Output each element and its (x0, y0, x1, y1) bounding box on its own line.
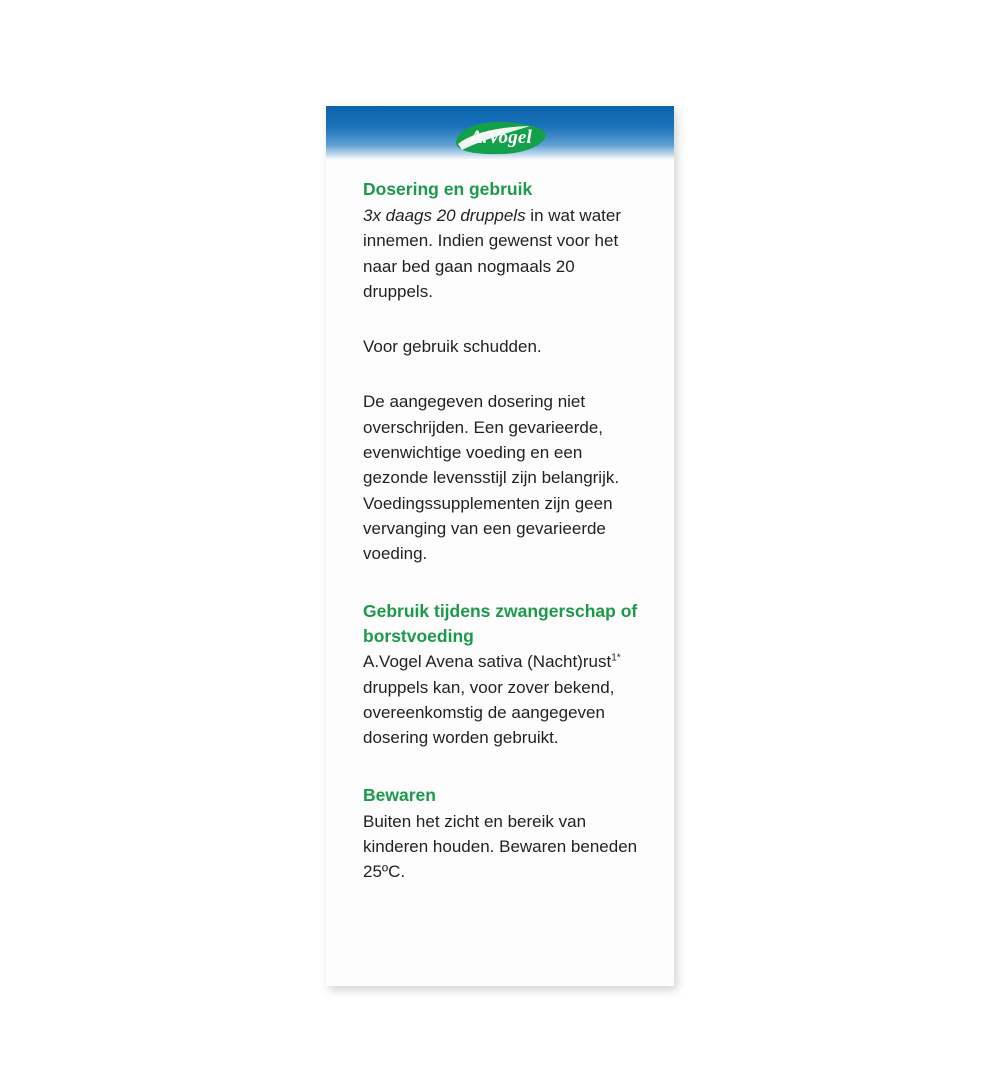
dosage-emphasis: 3x daags 20 druppels (363, 205, 526, 225)
section-heading-bewaren: Bewaren (363, 784, 436, 805)
paragraph-pregnancy (363, 649, 641, 750)
paragraph-dosage-warning: De aangegeven dosering niet overschrijden. Een gevarieerde, evenwichtige voeding en een gezonde levensstijl zijn belangrijk. Voedingssupplementen zijn geen vervanging van een gevarieerde voeding. (363, 392, 620, 564)
dosage-rest: in wat water innemen. Indien gewenst voor het naar bed gaan nogmaals 20 druppels. (363, 205, 621, 301)
spacer (363, 567, 641, 599)
section-heading-zwangerschap: Gebruik tijdens zwangerschap of borstvoeding (363, 600, 638, 646)
section-heading-dosering: Dosering en gebruik (363, 179, 533, 199)
footnote-marker: 1* (611, 652, 621, 664)
pregnancy-pre: A.Vogel Avena sativa (Nacht)rust (363, 652, 612, 672)
logo-wordmark: A.Vogel (469, 127, 533, 148)
package-text-content (363, 177, 641, 885)
paragraph-dosage (363, 203, 641, 304)
product-package-panel (326, 106, 674, 986)
avogel-logo (452, 120, 548, 156)
pregnancy-post: druppels kan, voor zover bekend, overeenkomstig de aangegeven dosering worden gebruikt. (363, 677, 615, 748)
spacer (363, 304, 641, 334)
paragraph-storage: Buiten het zicht en bereik van kinderen houden. Bewaren beneden 25ºC. (363, 811, 638, 882)
spacer (363, 359, 641, 389)
spacer (363, 751, 641, 783)
paragraph-shake-before-use: Voor gebruik schudden. (363, 337, 542, 357)
